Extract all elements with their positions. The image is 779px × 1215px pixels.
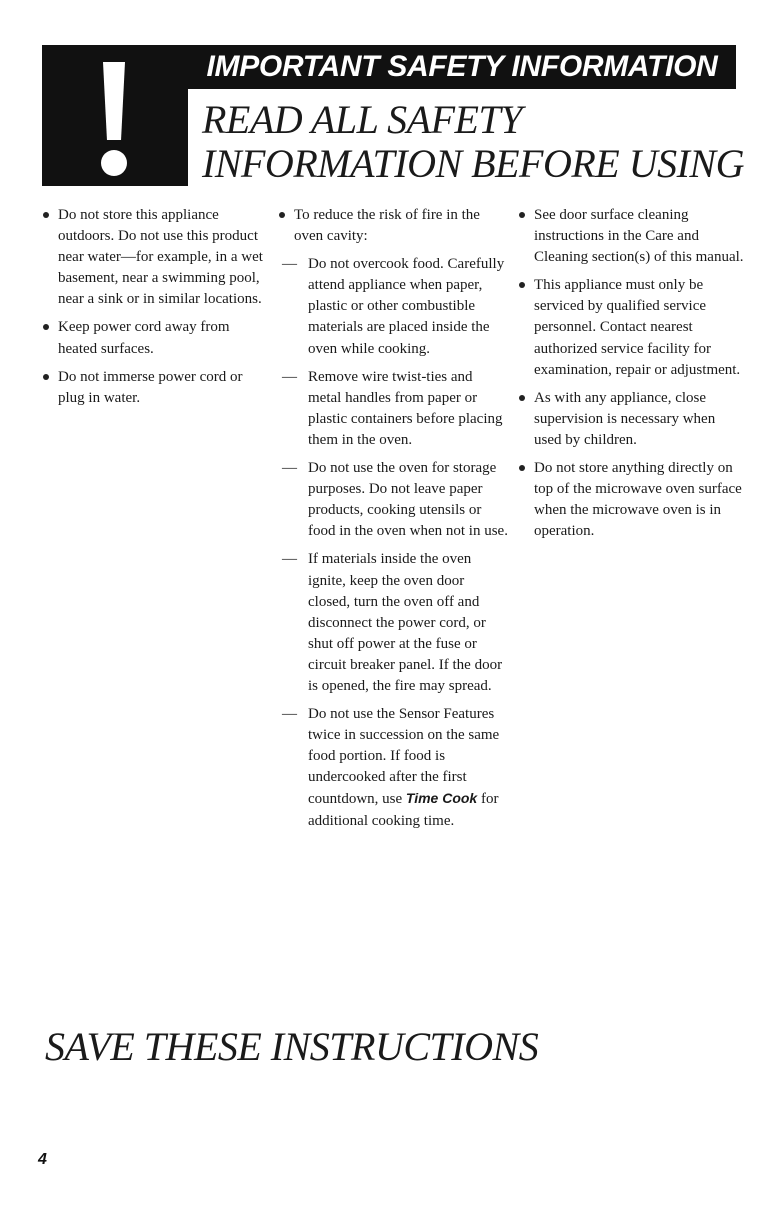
safety-item: Do not store anything directly on top of the microwave oven surface when the microwave oven is in operation. bbox=[518, 458, 746, 542]
dash-mark: — bbox=[282, 551, 297, 568]
safety-column-1 bbox=[42, 205, 270, 416]
safety-column-3 bbox=[518, 205, 746, 549]
safety-column-2 bbox=[278, 205, 508, 839]
fire-risk-text-start: Do not use the Sensor Features twice in succession on the same food portion. If food is undercooked after the first countdown, use bbox=[308, 706, 500, 808]
banner-title: IMPORTANT SAFETY INFORMATION bbox=[206, 50, 718, 83]
exclamation-dot bbox=[101, 150, 127, 176]
fire-risk-item bbox=[278, 367, 508, 451]
fire-risk-item bbox=[278, 549, 508, 697]
fire-risk-item bbox=[278, 458, 508, 542]
fire-risk-text: If materials inside the oven ignite, keep the oven door closed, turn the oven off and disconnect the power cord, or shut off power at the fuse or circuit breaker panel. If the door is opened, the fire may spread. bbox=[308, 551, 503, 694]
dash-mark: — bbox=[282, 706, 297, 723]
headline-line-2: INFORMATION BEFORE USING bbox=[202, 141, 744, 186]
safety-item: Keep power cord away from heated surfaces. bbox=[42, 317, 270, 359]
fire-risk-text: Remove wire twist-ties and metal handles from paper or plastic containers before placing them in the oven. bbox=[308, 368, 503, 448]
time-cook-label: Time Cook bbox=[405, 790, 478, 807]
safety-item: Do not store this appliance outdoors. Do not use this product near water—for example, in a wet basement, near a swimming pool, near a sink or in similar locations. bbox=[42, 205, 270, 310]
fire-risk-text-end: for additional cooking time. bbox=[308, 791, 499, 829]
fire-risk-item bbox=[278, 254, 508, 359]
dash-mark: — bbox=[282, 460, 297, 477]
page-number: 4 bbox=[38, 1151, 47, 1168]
fire-risk-item bbox=[278, 704, 508, 832]
safety-banner bbox=[188, 45, 736, 89]
fire-risk-intro: To reduce the risk of fire in the oven cavity: bbox=[278, 205, 508, 247]
safety-item: Do not immerse power cord or plug in water. bbox=[42, 367, 270, 409]
fire-risk-list bbox=[278, 254, 508, 831]
headline-line-1: READ ALL SAFETY bbox=[202, 97, 522, 142]
save-instructions-title: SAVE THESE INSTRUCTIONS bbox=[45, 1024, 539, 1069]
page-headline bbox=[202, 98, 744, 186]
warning-icon bbox=[42, 45, 188, 186]
exclamation-bar bbox=[103, 62, 125, 140]
safety-item: As with any appliance, close supervision is necessary when used by children. bbox=[518, 388, 746, 451]
fire-risk-text: Do not use the oven for storage purposes. Do not leave paper products, cooking utensils or food in the oven when not in use. bbox=[308, 460, 508, 540]
dash-mark: — bbox=[282, 256, 297, 273]
dash-mark: — bbox=[282, 368, 297, 385]
safety-item: This appliance must only be serviced by qualified service personnel. Contact nearest authorized service facility for examination, repair or adjustment. bbox=[518, 275, 746, 380]
fire-risk-text: Do not overcook food. Carefully attend appliance when paper, plastic or other combustible materials are placed inside the oven while cooking. bbox=[308, 256, 505, 357]
safety-item: See door surface cleaning instructions in the Care and Cleaning section(s) of this manual. bbox=[518, 205, 746, 268]
